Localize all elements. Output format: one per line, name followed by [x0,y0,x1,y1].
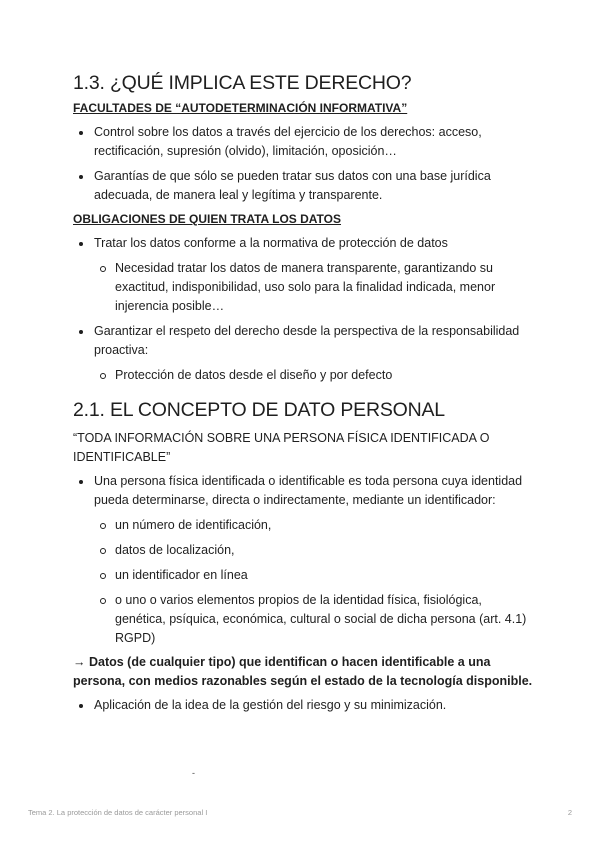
document-page [73,70,533,715]
facultades-item: Garantías de que sólo se pueden tratar sus datos con una base jurídica adecuada, de manera leal y legítima y transparente. [73,167,533,205]
obligaciones-item-text: Tratar los datos conforme a la normativa de protección de datos [94,236,448,250]
definition-quote: “TODA INFORMACIÓN SOBRE UNA PERSONA FÍSICA IDENTIFICADA O IDENTIFICABLE” [73,431,490,464]
facultades-item: Control sobre los datos a través del ejercicio de los derechos: acceso, rectificación, supresión (olvido), limitación, oposición… [73,123,533,161]
page-footer [28,808,572,822]
definition-item [73,472,533,648]
obligaciones-heading: OBLIGACIONES DE QUIEN TRATA LOS DATOS [73,212,342,226]
stray-mark: - [192,768,195,778]
obligaciones-list [73,234,533,385]
identifier-subitem: un número de identificación, [94,516,533,535]
definition-list [73,472,533,648]
obligaciones-sublist [94,366,533,385]
obligaciones-item [73,322,533,385]
conclusion-text: → Datos (de cualquier tipo) que identifican o hacen identificable a una persona, con medios razonables según el estado de la tecnología disponible. [73,655,533,688]
identifier-subitem: o uno o varios elementos propios de la identidad física, fisiológica, genética, psíquica, económica, cultural o social de dicha persona (art. 4.1) RGPD) [94,591,533,648]
obligaciones-subitem: Protección de datos desde el diseño y por defecto [94,366,533,385]
identifier-subitem: un identificador en línea [94,566,533,585]
section-title-1-3: 1.3. ¿QUÉ IMPLICA ESTE DERECHO? [73,72,412,94]
obligaciones-item-text: Garantizar el respeto del derecho desde la perspectiva de la responsabilidad proactiva: [94,324,520,357]
obligaciones-subitem: Necesidad tratar los datos de manera transparente, garantizando su exactitud, indisponibilidad, uso solo para la finalidad indicada, menor injerencia posible… [94,259,533,316]
risk-item: Aplicación de la idea de la gestión del riesgo y su minimización. [73,696,533,715]
identifier-sublist [94,516,533,648]
risk-list [73,696,533,715]
section-title-2-1: 2.1. EL CONCEPTO DE DATO PERSONAL [73,399,445,421]
footer-title: Tema 2. La protección de datos de carácter personal I [28,808,208,817]
page-number: 2 [567,808,572,817]
definition-item-text: Una persona física identificada o identificable es toda persona cuya identidad pueda determinarse, directa o indirectamente, mediante un identificador: [94,474,523,507]
obligaciones-item [73,234,533,316]
facultades-heading: FACULTADES DE “AUTODETERMINACIÓN INFORMATIVA” [73,101,408,115]
obligaciones-sublist [94,259,533,316]
facultades-list [73,123,533,205]
identifier-subitem: datos de localización, [94,541,533,560]
